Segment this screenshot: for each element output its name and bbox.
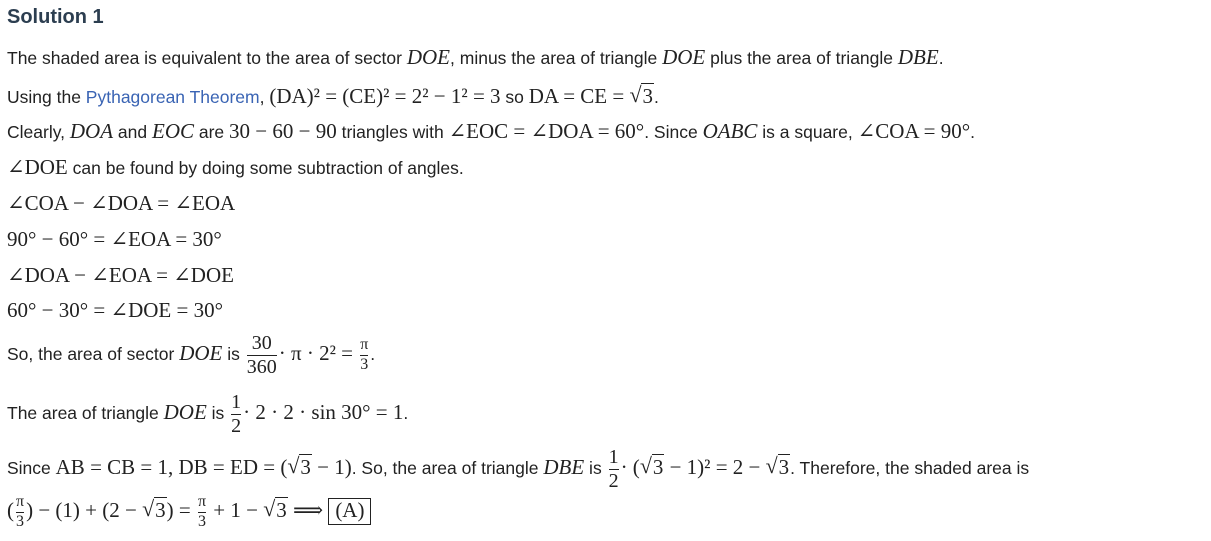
text: . Therefore, the shaded area is [790,458,1030,479]
math-triangle: DOE [163,400,207,425]
text: . [938,48,944,68]
math-triangle: EOC [152,119,194,143]
math-expression: + 1 − [208,497,264,522]
text: can be found by doing some subtraction of angles. [67,158,464,178]
numerator: 1 [608,446,619,468]
sqrt-expression [765,453,791,480]
radical-icon: √ [287,453,300,479]
math-square: OABC [702,119,758,143]
denominator: 2 [231,415,242,437]
math-angle: ∠DOE [7,155,68,179]
math-equation: ∠EOC = ∠DOA = 60° [448,119,645,143]
paragraph-line-4 [7,157,464,178]
text: . [403,403,409,424]
math-expression: ) − (1) + (2 − [26,497,143,522]
sqrt-expression [142,495,167,522]
paragraph-line-3 [7,121,975,142]
radicand: 3 [276,497,287,522]
section-heading: Solution 1 [7,6,104,28]
math-sector: DOE [179,341,223,366]
math-expression: − 1)² = 2 − [664,455,766,480]
equation-line-2: 90° − 60° = ∠EOA = 30° [7,227,222,251]
text: , minus the area of triangle [450,48,663,68]
text: . Since [644,122,703,142]
math-sector: DOE [406,45,451,69]
text: The area of triangle [7,403,164,424]
math-equation: (DA)² = (CE)² = 2² − 1² = 3 [269,84,501,108]
text: is [584,458,607,479]
text: . [653,87,659,107]
math-equation: DA = CE = [528,84,630,108]
sqrt-expression [629,82,654,108]
text: . [970,122,976,142]
numerator: π [197,493,207,510]
radicand: 3 [155,497,166,522]
math-expression: ) = [166,497,196,522]
math-triangle: DOA [69,119,114,143]
math-triangle: DOE [662,45,706,69]
sqrt-expression [639,453,665,480]
radical-icon: √ [639,453,652,479]
fraction [16,494,24,531]
implies-arrow: ⟹ [287,497,329,522]
text: The shaded area is equivalent to the area of sector [7,48,407,68]
denominator: 2 [608,470,619,492]
numerator: π [360,336,369,354]
math-expression: AB = CB = 1, DB = ED = ( [55,455,288,480]
denominator: 3 [16,512,25,530]
math-equation: ∠COA = 90° [857,119,971,143]
text: triangles with [336,122,449,142]
denominator: 3 [197,512,206,530]
math-expression: ( [7,497,14,522]
math-expression: · ( [620,455,640,480]
text: so [500,87,529,107]
text: is [222,344,245,365]
fraction [247,333,277,378]
numerator: 30 [251,332,272,354]
radicand: 3 [652,455,664,480]
text: Clearly, [7,122,70,142]
numerator: 1 [231,391,242,413]
math-expression: · 2 · 2 · sin 30° = 1 [243,400,404,425]
denominator: 360 [246,356,277,378]
paragraph-line-dbe-area [7,447,1029,492]
radical-icon: √ [142,495,155,521]
paragraph-line-final-answer [7,494,371,531]
radicand: 3 [778,455,790,480]
radicand: 3 [300,455,311,480]
sqrt-expression [263,495,288,522]
paragraph-line-1 [7,47,944,68]
fraction [198,494,206,531]
text: plus the area of triangle [705,48,898,68]
text: So, the area of sector [7,344,180,365]
fraction [360,337,368,374]
denominator: 3 [360,356,369,373]
radical-icon: √ [765,453,778,479]
radical-icon: √ [629,82,642,107]
text: Using the [7,87,86,107]
math-angles: 30 − 60 − 90 [229,119,337,143]
fraction [231,392,241,437]
math-expression: · π · 2² = [278,341,359,366]
answer-box: (A) [328,498,371,525]
text: . So, the area of triangle [351,458,544,479]
pythagorean-theorem-link[interactable]: Pythagorean Theorem [85,87,260,107]
text: is [206,403,230,424]
text: Since [7,458,56,479]
equation-line-3: ∠DOA − ∠EOA = ∠DOE [7,263,234,287]
equation-line-1: ∠COA − ∠DOA = ∠EOA [7,191,236,215]
text: . [370,344,376,365]
equation-line-4: 60° − 30° = ∠DOE = 30° [7,298,223,322]
numerator: π [16,493,25,510]
radical-icon: √ [263,495,276,521]
paragraph-line-sector-area [7,333,375,378]
text: and [113,122,152,142]
radicand: 3 [642,84,653,108]
text: is a square, [757,122,858,142]
text: , [259,87,270,107]
paragraph-line-2 [7,82,659,108]
math-triangle: DBE [543,455,585,480]
math-expression: − 1) [311,455,352,480]
fraction [609,447,619,492]
sqrt-expression [287,453,312,480]
paragraph-line-triangle-area [7,392,408,437]
text: are [194,122,230,142]
math-triangle: DBE [897,45,939,69]
